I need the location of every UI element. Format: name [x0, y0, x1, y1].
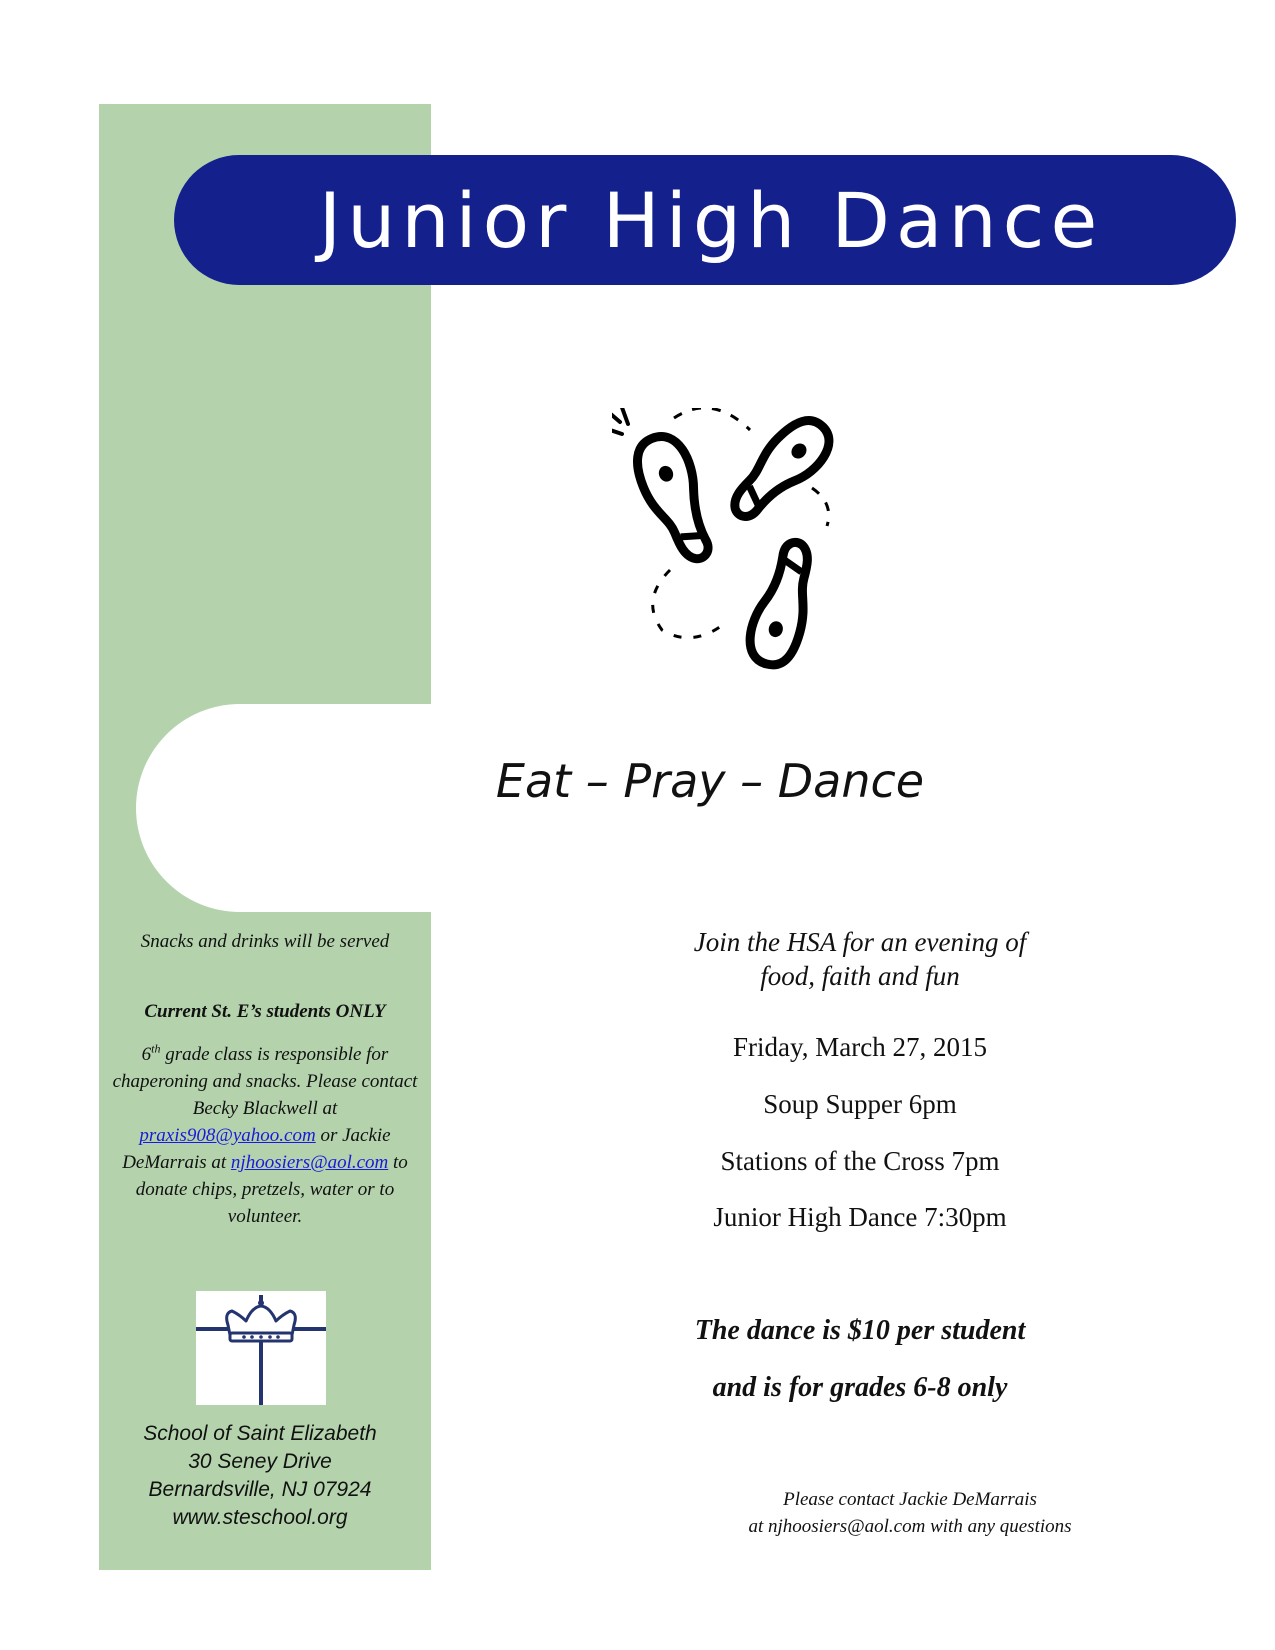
- page-title: Junior High Dance: [318, 175, 1104, 265]
- email-link-becky[interactable]: praxis908@yahoo.com: [139, 1125, 316, 1146]
- event-dance: Junior High Dance 7:30pm: [713, 1202, 1007, 1232]
- contact-note: [700, 1486, 1120, 1540]
- volunteer-text-a: grade class is responsible for chaperoning and snacks. Please contact Becky Blackwell at: [112, 1044, 418, 1119]
- invite-line-2: food, faith and fun: [760, 961, 960, 991]
- invite-text: [620, 925, 1100, 993]
- email-link-jackie[interactable]: njhoosiers@aol.com: [230, 1152, 389, 1173]
- school-name: School of Saint Elizabeth: [143, 1422, 377, 1445]
- sidebar-notch: [136, 704, 436, 912]
- volunteer-text-b: or Jackie DeMarrais at: [122, 1125, 391, 1173]
- event-stations: Stations of the Cross 7pm: [720, 1146, 1000, 1176]
- tagline: Eat – Pray – Dance: [495, 754, 925, 808]
- contact-line-2: at njhoosiers@aol.com with any questions: [748, 1516, 1072, 1537]
- contact-line-1: Please contact Jackie DeMarrais: [783, 1489, 1037, 1510]
- title-banner: [174, 155, 1236, 285]
- school-address: [110, 1420, 410, 1532]
- grade-number: 6: [141, 1044, 152, 1065]
- school-website[interactable]: www.steschool.org: [172, 1506, 348, 1529]
- price-line-1: The dance is $10 per student: [694, 1315, 1026, 1346]
- volunteer-text-c: to donate chips, pretzels, water or to volunteer.: [135, 1152, 408, 1227]
- school-street: 30 Seney Drive: [188, 1450, 332, 1473]
- students-only-note: Current St. E’s students ONLY: [144, 1001, 386, 1022]
- event-soup-supper: Soup Supper 6pm: [763, 1089, 957, 1119]
- price-line-2: and is for grades 6-8 only: [712, 1372, 1008, 1403]
- snacks-note: Snacks and drinks will be served: [140, 931, 390, 952]
- invite-line-1: Join the HSA for an evening of: [693, 927, 1027, 957]
- event-date: Friday, March 27, 2015: [733, 1032, 987, 1062]
- grade-suffix: th: [151, 1041, 161, 1056]
- volunteer-paragraph: [110, 1041, 420, 1230]
- crown-cross-logo: [196, 1291, 326, 1405]
- school-city: Bernardsville, NJ 07924: [148, 1478, 372, 1501]
- dancing-footprints-icon: [612, 408, 892, 698]
